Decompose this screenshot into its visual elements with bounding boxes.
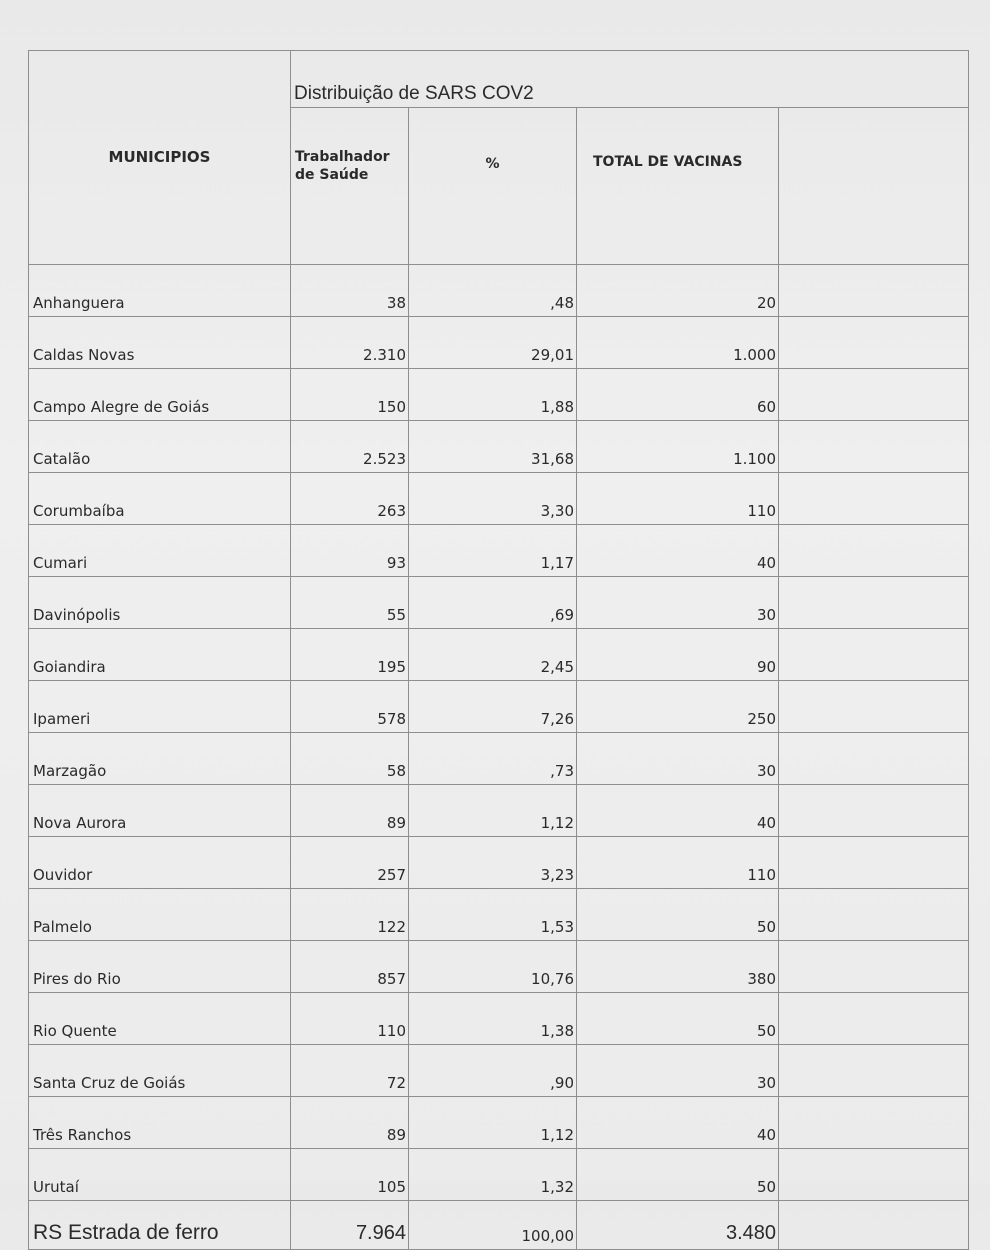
table-row (29, 577, 969, 629)
municipio-cell: Davinópolis (29, 577, 291, 629)
table-row (29, 889, 969, 941)
empty-cell (779, 525, 969, 577)
total-vacinas-cell: 50 (577, 889, 779, 941)
trabalhadores-cell: 93 (291, 525, 409, 577)
percent-cell: 1,12 (409, 1097, 577, 1149)
trabalhadores-cell: 55 (291, 577, 409, 629)
empty-cell (779, 785, 969, 837)
header-municipios: MUNICIPIOS (29, 51, 291, 265)
table-title: Distribuição de SARS COV2 (291, 51, 779, 108)
percent-cell: 1,38 (409, 993, 577, 1045)
total-vacinas-cell: 110 (577, 837, 779, 889)
trabalhadores-cell: 72 (291, 1045, 409, 1097)
total-row (29, 1201, 969, 1250)
total-label: RS Estrada de ferro (29, 1201, 291, 1250)
municipio-cell: Cumari (29, 525, 291, 577)
total-vacinas-cell: 40 (577, 1097, 779, 1149)
percent-cell: 3,23 (409, 837, 577, 889)
table-row (29, 785, 969, 837)
municipio-cell: Goiandira (29, 629, 291, 681)
municipio-cell: Anhanguera (29, 265, 291, 317)
trabalhadores-cell: 89 (291, 785, 409, 837)
empty-cell (779, 577, 969, 629)
trabalhadores-cell: 257 (291, 837, 409, 889)
header-trabalhador-saude (291, 108, 409, 265)
total-trabalhadores: 7.964 (291, 1201, 409, 1250)
total-vacinas-cell: 30 (577, 1045, 779, 1097)
trabalhadores-cell: 857 (291, 941, 409, 993)
table-row (29, 473, 969, 525)
municipio-cell: Caldas Novas (29, 317, 291, 369)
percent-cell: 1,32 (409, 1149, 577, 1201)
table-row (29, 1149, 969, 1201)
table-row (29, 525, 969, 577)
trabalhadores-cell: 2.310 (291, 317, 409, 369)
percent-cell: 29,01 (409, 317, 577, 369)
trabalhadores-cell: 263 (291, 473, 409, 525)
municipio-cell: Campo Alegre de Goiás (29, 369, 291, 421)
total-vacinas-cell: 30 (577, 577, 779, 629)
total-vacinas-cell: 1.000 (577, 317, 779, 369)
total-empty-cell (779, 1201, 969, 1250)
municipio-cell: Três Ranchos (29, 1097, 291, 1149)
empty-cell (779, 1097, 969, 1149)
municipio-cell: Catalão (29, 421, 291, 473)
percent-cell: ,48 (409, 265, 577, 317)
total-vacinas-cell: 250 (577, 681, 779, 733)
table-row (29, 681, 969, 733)
empty-cell (779, 265, 969, 317)
trabalhadores-cell: 150 (291, 369, 409, 421)
municipio-cell: Ouvidor (29, 837, 291, 889)
table-body (29, 265, 969, 1201)
percent-cell: 31,68 (409, 421, 577, 473)
empty-cell (779, 681, 969, 733)
percent-cell: 7,26 (409, 681, 577, 733)
municipio-cell: Ipameri (29, 681, 291, 733)
percent-cell: 10,76 (409, 941, 577, 993)
percent-cell: 1,88 (409, 369, 577, 421)
table-row (29, 421, 969, 473)
header-trabalhador-line2: de Saúde (295, 167, 369, 183)
table-row (29, 1097, 969, 1149)
total-percent: 100,00 (409, 1201, 577, 1250)
trabalhadores-cell: 110 (291, 993, 409, 1045)
total-vacinas: 3.480 (577, 1201, 779, 1250)
total-vacinas-cell: 110 (577, 473, 779, 525)
trabalhadores-cell: 122 (291, 889, 409, 941)
total-vacinas-cell: 20 (577, 265, 779, 317)
total-vacinas-cell: 90 (577, 629, 779, 681)
total-vacinas-cell: 30 (577, 733, 779, 785)
empty-cell (779, 941, 969, 993)
total-vacinas-cell: 50 (577, 993, 779, 1045)
total-vacinas-cell: 60 (577, 369, 779, 421)
table-row (29, 369, 969, 421)
municipio-cell: Pires do Rio (29, 941, 291, 993)
empty-cell (779, 837, 969, 889)
empty-cell (779, 1045, 969, 1097)
total-vacinas-cell: 380 (577, 941, 779, 993)
table-row (29, 1045, 969, 1097)
empty-cell (779, 629, 969, 681)
trabalhadores-cell: 89 (291, 1097, 409, 1149)
table-row (29, 941, 969, 993)
trabalhadores-cell: 2.523 (291, 421, 409, 473)
percent-cell: 1,53 (409, 889, 577, 941)
header-empty-cell (779, 51, 969, 108)
document-sheet (28, 50, 968, 1245)
empty-cell (779, 1149, 969, 1201)
trabalhadores-cell: 105 (291, 1149, 409, 1201)
percent-cell: 2,45 (409, 629, 577, 681)
percent-cell: 1,12 (409, 785, 577, 837)
table-row (29, 837, 969, 889)
total-vacinas-cell: 40 (577, 785, 779, 837)
percent-cell: ,90 (409, 1045, 577, 1097)
municipio-cell: Nova Aurora (29, 785, 291, 837)
header-empty-sub-cell (779, 108, 969, 265)
header-total-vacinas: TOTAL DE VACINAS (577, 108, 779, 265)
total-vacinas-cell: 1.100 (577, 421, 779, 473)
total-vacinas-cell: 40 (577, 525, 779, 577)
header-row-top (29, 51, 969, 108)
municipio-cell: Rio Quente (29, 993, 291, 1045)
municipio-cell: Corumbaíba (29, 473, 291, 525)
empty-cell (779, 421, 969, 473)
trabalhadores-cell: 578 (291, 681, 409, 733)
table-row (29, 265, 969, 317)
table-row (29, 317, 969, 369)
empty-cell (779, 889, 969, 941)
empty-cell (779, 993, 969, 1045)
municipio-cell: Santa Cruz de Goiás (29, 1045, 291, 1097)
empty-cell (779, 733, 969, 785)
empty-cell (779, 473, 969, 525)
total-vacinas-cell: 50 (577, 1149, 779, 1201)
percent-cell: 3,30 (409, 473, 577, 525)
municipio-cell: Urutaí (29, 1149, 291, 1201)
table-row (29, 993, 969, 1045)
empty-cell (779, 317, 969, 369)
vaccine-distribution-table (28, 50, 969, 1250)
percent-cell: ,73 (409, 733, 577, 785)
table-row (29, 733, 969, 785)
header-percent: % (409, 108, 577, 265)
trabalhadores-cell: 38 (291, 265, 409, 317)
municipio-cell: Marzagão (29, 733, 291, 785)
percent-cell: 1,17 (409, 525, 577, 577)
percent-cell: ,69 (409, 577, 577, 629)
table-row (29, 629, 969, 681)
municipio-cell: Palmelo (29, 889, 291, 941)
header-trabalhador-line1: Trabalhador (295, 149, 390, 165)
trabalhadores-cell: 195 (291, 629, 409, 681)
trabalhadores-cell: 58 (291, 733, 409, 785)
empty-cell (779, 369, 969, 421)
